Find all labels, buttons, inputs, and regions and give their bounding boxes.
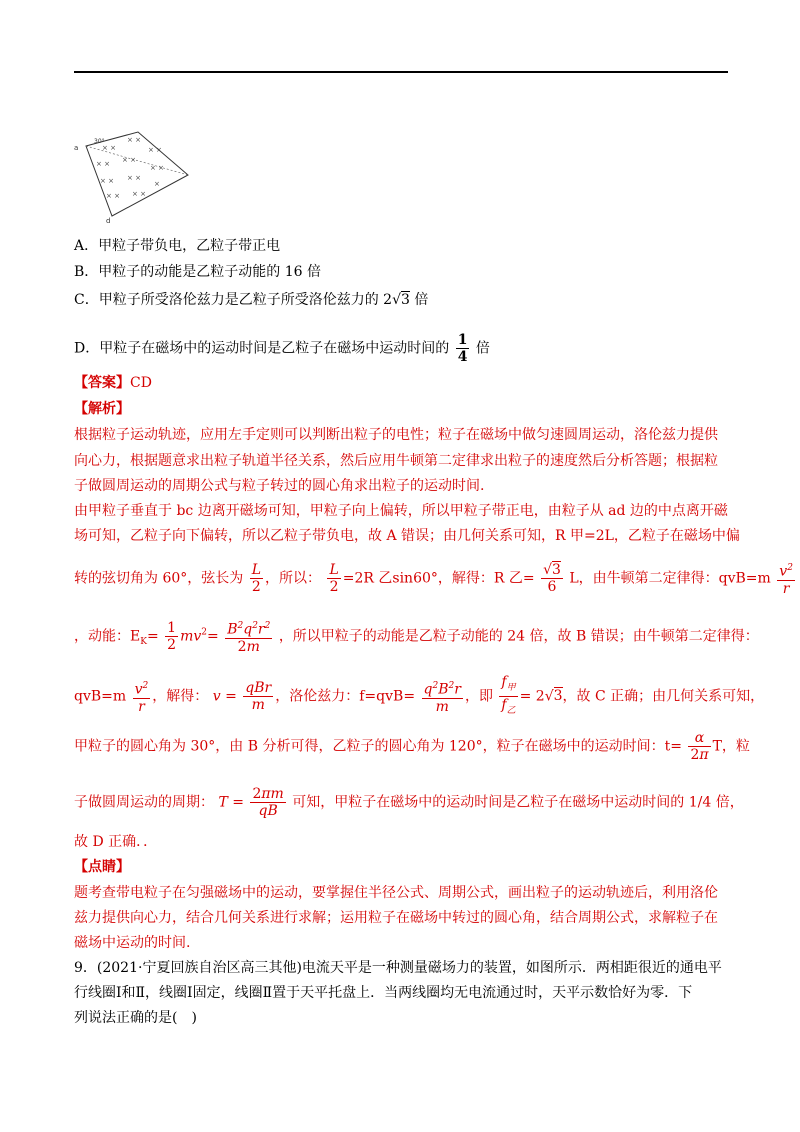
figure-angle: 30° (94, 138, 105, 145)
question-9-line: 列说法正确的是( ) (74, 1010, 197, 1026)
option-a: A．甲粒子带负电，乙粒子带正电 (74, 238, 281, 254)
magnetic-field-figure (72, 128, 192, 223)
analysis-line-period: 子做圆周运动的周期： T = $\frac{2\pi m}{qB}$ 可知，甲粒子在磁场中的运动时间是乙粒子在磁场中运动时间的 1/4 倍， (74, 786, 744, 819)
svg-text:× ×: × × (122, 156, 136, 164)
question-9-line: 9．(2021·宁夏回族自治区高三其他)电流天平是一种测量磁场力的装置，如图所示．两相距很近的通电平 (74, 960, 722, 976)
analysis-line-chord: 转的弦切角为 60°，弦长为 $\frac{L}{2}$ ，所以： $\frac{L}{2}$ =2R 乙sin60°，解得：R 乙= $\frac{√3}{6}$ L，由牛顿第二定律得：qvB=m $\frac{v^2}{r}$ (74, 561, 793, 597)
svg-text:× ×: × × (150, 164, 164, 172)
svg-text:× ×: × × (127, 174, 141, 182)
analysis-line: 子做圆周运动的周期公式与粒子转过的圆心角求出粒子的运动时间. (74, 478, 485, 494)
analysis-tag: 【解析】 (74, 401, 130, 417)
analysis-line: 由甲粒子垂直于 bc 边离开磁场可知，甲粒子向上偏转，所以甲粒子带正电，由粒子从 ad 边的中点离开磁 (74, 503, 728, 519)
comment-line: 题考查带电粒子在匀强磁场中的运动，要掌握住半径公式、周期公式，画出粒子的运动轨迹后，利用洛伦 (74, 885, 718, 901)
figure-label-d: d (106, 217, 111, 223)
svg-text:×: × (154, 180, 160, 188)
answer: 【答案】CD (74, 375, 152, 391)
analysis-line: 根据粒子运动轨迹，应用左手定则可以判断出粒子的电性；粒子在磁场中做匀速圆周运动，洛伦兹力提供 (74, 427, 718, 443)
option-c: C．甲粒子所受洛伦兹力是乙粒子所受洛伦兹力的 2√3 倍 (74, 292, 429, 308)
svg-text:× ×: × × (148, 146, 162, 154)
header-rule (74, 71, 728, 73)
analysis-line: 场可知，乙粒子向下偏转，所以乙粒子带负电，故 A 错误；由几何关系可知，R 甲=2L，乙粒子在磁场中偏 (74, 528, 740, 544)
comment-tag: 【点睛】 (74, 859, 130, 875)
svg-text:× ×: × × (102, 144, 116, 152)
analysis-line: 故 D 正确．． (74, 834, 158, 850)
svg-text:× ×: × × (100, 177, 114, 185)
svg-text:× ×: × × (132, 190, 146, 198)
figure-label-a: a (74, 144, 79, 152)
option-d: D．甲粒子在磁场中的运动时间是乙粒子在磁场中运动时间的 $\frac{1}{4}$ 倍 (74, 332, 490, 365)
analysis-line-force: qvB=m $\frac{v^2}{r}$ ，解得： v = $\frac{\text{qBr}}{m}$ ，洛伦兹力：f=qvB= $\frac{q^2B^2r}{m}$ ，即 $\frac{f_甲}{f_乙}$ = 2√3，故 C 正确；由几何关系可知， (74, 674, 765, 716)
svg-text:× ×: × × (96, 160, 110, 168)
svg-text:× ×: × × (127, 136, 141, 144)
analysis-line: 向心力，根据题意求出粒子轨道半径关系，然后应用牛顿第二定律求出粒子的速度然后分析答题；根据粒 (74, 453, 718, 469)
analysis-line-time: 甲粒子的圆心角为 30°，由 B 分析可得，乙粒子的圆心角为 120°，粒子在磁场中的运动时间：t= $\frac{\alpha}{2\pi}$ T，粒 (74, 730, 750, 763)
question-9-line: 行线圈Ⅰ和Ⅱ，线圈Ⅰ固定，线圈Ⅱ置于天平托盘上．当两线圈均无电流通过时，天平示数恰好为零．下 (74, 985, 693, 1001)
analysis-line-energy: ，动能：$E_K=$ $\frac{1}{2}$ $mv^2=$ $\frac{B^2q^2r^2}{2m}$ ，所以甲粒子的动能是乙粒子动能的 24 倍，故 B 错误；由牛顿第二定律得： (74, 619, 759, 655)
svg-text:× ×: × × (106, 192, 120, 200)
option-b: B．甲粒子的动能是乙粒子动能的 16 倍 (74, 264, 322, 280)
comment-line: 兹力提供向心力，结合几何关系进行求解；运用粒子在磁场中转过的圆心角，结合周期公式，求解粒子在 (74, 910, 718, 926)
comment-line: 磁场中运动的时间. (74, 935, 191, 951)
